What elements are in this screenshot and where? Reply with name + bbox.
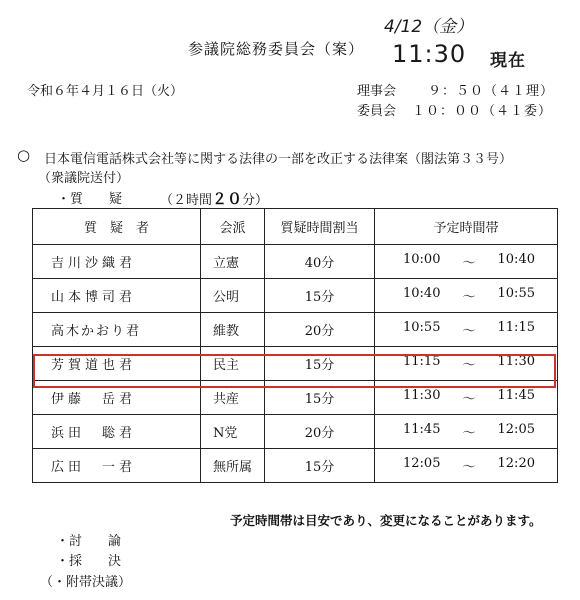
table-row — [33, 279, 558, 313]
qa-time-suffix: 分） — [242, 193, 269, 208]
bill-origin: （衆議院送付） — [38, 171, 130, 186]
bill-bullet-icon: ○ — [17, 146, 31, 164]
party-name: 無所属 — [201, 449, 265, 483]
header-party: 会派 — [201, 209, 265, 245]
schedule-table — [32, 208, 558, 483]
allotted-time: 15分 — [265, 347, 375, 381]
header-questioner: 質 疑 者 — [33, 209, 201, 245]
meeting-date: 令和６年４月１６日（火） — [27, 84, 184, 99]
slot-separator: ～ — [462, 460, 476, 475]
slot-start: 11:30 — [403, 388, 441, 403]
allotted-time: 15分 — [265, 381, 375, 415]
allotted-time: 15分 — [265, 279, 375, 313]
slot-start: 11:15 — [403, 354, 441, 369]
time-slot — [375, 347, 558, 381]
slot-separator: ～ — [462, 256, 476, 271]
table-row — [33, 415, 558, 449]
questioner-name: 伊藤 岳君 — [33, 381, 201, 415]
party-name: 共産 — [201, 381, 265, 415]
qa-time-minutes: ２０ — [212, 190, 243, 208]
table-row-highlighted — [33, 347, 558, 381]
header-allotted-time: 質疑時間割当 — [265, 209, 375, 245]
procedure-vote: ・採 決 — [56, 554, 122, 569]
questioner-name: 広田 一君 — [33, 449, 201, 483]
slot-separator: ～ — [462, 358, 476, 373]
table-header-row — [33, 209, 558, 245]
allotted-time: 40分 — [265, 245, 375, 279]
slot-end: 11:30 — [497, 354, 535, 369]
slot-start: 10:55 — [403, 320, 441, 335]
meeting-label-committee: 委員会 — [357, 104, 397, 119]
questioner-name: 高木かおり君 — [33, 313, 201, 347]
slot-end: 10:55 — [497, 286, 535, 301]
handwritten-time: 11:30 — [392, 40, 467, 68]
slot-end: 11:15 — [497, 320, 535, 335]
slot-end: 11:45 — [497, 388, 535, 403]
document-title: 参議院総務委員会（案） — [188, 40, 365, 58]
procedure-debate: ・討 論 — [56, 534, 122, 549]
qa-total-time — [160, 188, 268, 209]
allotted-time: 15分 — [265, 449, 375, 483]
questioner-name: 山本博司君 — [33, 279, 201, 313]
slot-end: 12:20 — [497, 456, 535, 471]
slot-separator: ～ — [462, 392, 476, 407]
party-name: N党 — [201, 415, 265, 449]
time-slot — [375, 279, 558, 313]
slot-separator: ～ — [462, 290, 476, 305]
qa-label: ・質 疑 — [57, 192, 123, 207]
allotted-time: 20分 — [265, 415, 375, 449]
slot-separator: ～ — [462, 324, 476, 339]
time-slot — [375, 449, 558, 483]
bill-name: 日本電信電話株式会社等に関する法律の一部を改正する法律案（閣法第３３号） — [44, 152, 513, 167]
time-slot — [375, 245, 558, 279]
handwritten-date: 4/12（金） — [384, 17, 474, 37]
questioner-name: 浜田 聡君 — [33, 415, 201, 449]
questioner-name: 吉川沙織君 — [33, 245, 201, 279]
party-name: 立憲 — [201, 245, 265, 279]
time-slot — [375, 313, 558, 347]
slot-end: 10:40 — [497, 252, 535, 267]
party-name: 維教 — [201, 313, 265, 347]
party-name: 公明 — [201, 279, 265, 313]
slot-start: 11:45 — [403, 422, 441, 437]
meeting-label-directors: 理事会 — [357, 84, 397, 99]
table-row — [33, 381, 558, 415]
questioner-name: 芳賀道也君 — [33, 347, 201, 381]
table-row — [33, 245, 558, 279]
meeting-time-directors: ９：５０（４１理） — [428, 84, 555, 99]
table-row — [33, 449, 558, 483]
party-name: 民主 — [201, 347, 265, 381]
schedule-note: 予定時間帯は目安であり、変更になることがあります。 — [230, 513, 542, 528]
handwritten-status: 現在 — [490, 51, 526, 71]
time-slot — [375, 415, 558, 449]
procedure-resolution: （・附帯決議） — [40, 575, 132, 590]
qa-time-prefix: （２時間 — [160, 193, 213, 208]
slot-separator: ～ — [462, 426, 476, 441]
allotted-time: 20分 — [265, 313, 375, 347]
slot-start: 10:40 — [403, 286, 441, 301]
time-slot — [375, 381, 558, 415]
slot-end: 12:05 — [497, 422, 535, 437]
meeting-time-committee: １０：００（４１委） — [412, 104, 553, 119]
table-row — [33, 313, 558, 347]
slot-start: 12:05 — [403, 456, 441, 471]
header-scheduled-time: 予定時間帯 — [375, 209, 558, 245]
slot-start: 10:00 — [403, 252, 441, 267]
